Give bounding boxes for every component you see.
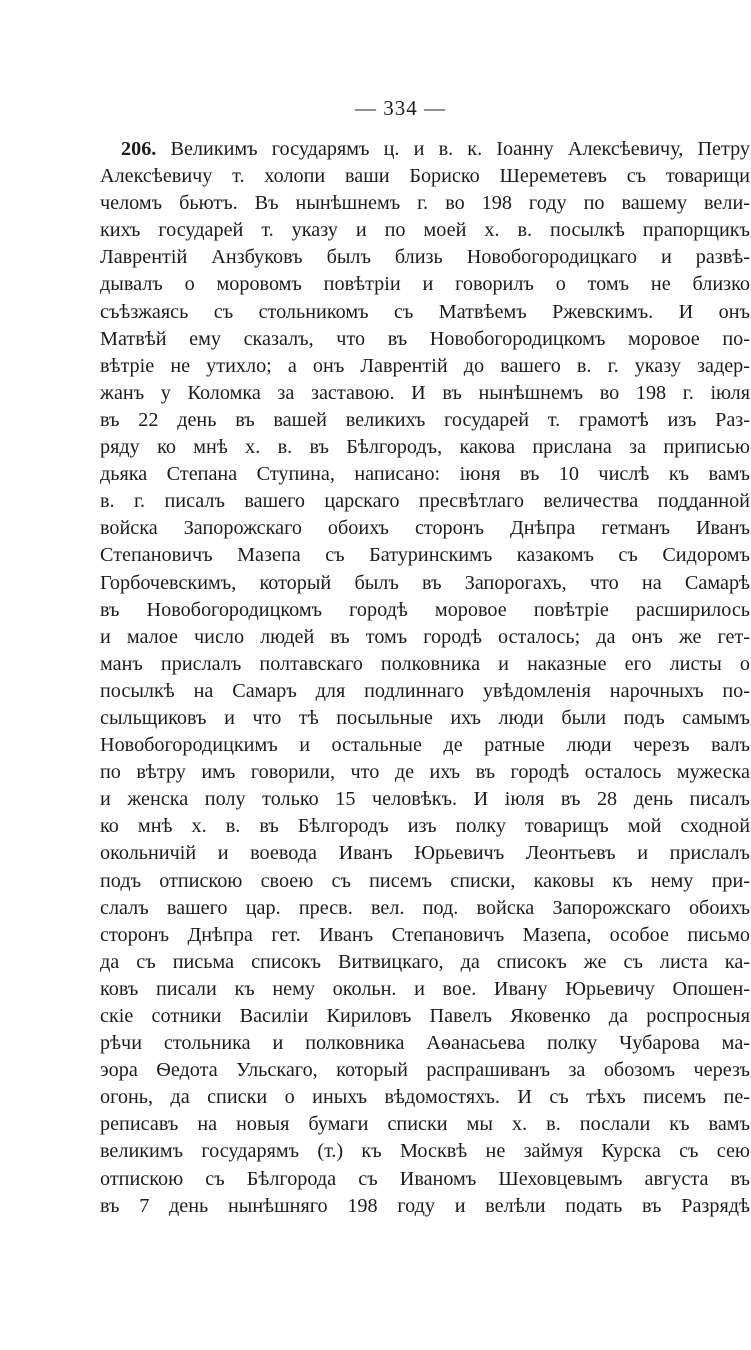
text-line: дывалъ о моровомъ повѣтріи и говорилъ о томъ не близко (100, 273, 750, 296)
text-line: и женска полу только 15 человѣкъ. И іюля въ 28 день писалъ (100, 788, 750, 811)
text-line (100, 136, 750, 163)
text-line: Матвѣй ему сказалъ, что въ Новобогородицкомъ моровое по- (100, 327, 750, 350)
text-line: вѣтріе не утихло; а онъ Лаврентій до вашего в. г. указу задер- (100, 354, 750, 377)
text-line: огонь, да списки о иныхъ вѣдомостяхъ. И съ тѣхъ писемъ пе- (100, 1086, 750, 1109)
text-line: эора Ѳедота Ульскаго, который распрашиванъ за обозомъ черезъ (100, 1059, 750, 1082)
text-line: Степановичъ Мазепа съ Батуринскимъ казакомъ съ Сидоромъ (100, 544, 750, 567)
text-line: жанъ у Коломка за заставою. И въ нынѣшнемъ во 198 г. іюля (100, 381, 750, 404)
text-line: окольничій и воевода Иванъ Юрьевичъ Леонтьевъ и прислалъ (100, 842, 750, 865)
text-line: войска Запорожскаго обоихъ сторонъ Днѣпра гетманъ Иванъ (100, 517, 750, 540)
entry-number: 206. (121, 138, 157, 160)
text-line: отпискою съ Бѣлгорода съ Иваномъ Шеховцевымъ августа въ (100, 1167, 750, 1190)
text-line: скіе сотники Василіи Кириловъ Павелъ Яковенко да роспросныя (100, 1005, 750, 1027)
text-line: подъ отпискою своею съ писемъ списки, каковы къ нему при- (100, 869, 750, 892)
text-line: Горбочевскимъ, который былъ въ Запорогахъ, что на Самарѣ (100, 571, 750, 594)
text-line: кихъ государей т. указу и по моей х. в. посылкѣ прапорщикъ (100, 219, 750, 242)
text-line: в. г. писалъ вашего царскаго пресвѣтлаго величества подданной (100, 490, 750, 513)
first-line-text: Великимъ государямъ ц. и в. к. Іоанну Алексѣевичу, Петру (170, 138, 751, 160)
page-number: — 334 — (355, 96, 446, 120)
text-line: манъ прислалъ полтавскаго полковника и наказные его листы о (100, 652, 750, 675)
text-line: слалъ вашего цар. пресв. вел. под. войска Запорожскаго обоихъ (100, 896, 750, 919)
text-line: дьяка Степана Ступина, написано: іюня въ 10 числѣ къ вамъ (100, 463, 750, 486)
text-line: посылкѣ на Самаръ для подлиннаго увѣдомленія нарочныхъ по- (100, 679, 750, 702)
text-line: ряду ко мнѣ х. в. въ Бѣлгородъ, какова прислана за приписью (100, 436, 750, 459)
text-line: сыльщиковъ и что тѣ посыльные ихъ люди были подъ самымъ (100, 706, 750, 729)
text-line: и малое число людей въ томъ городѣ осталось; да онъ же гет- (100, 625, 750, 648)
text-line: сторонъ Днѣпра гет. Иванъ Степановичъ Мазепа, особое письмо (100, 923, 750, 946)
text-line: челомъ бьютъ. Въ нынѣшнемъ г. во 198 году по вашему вели- (100, 192, 750, 215)
text-line: Новобогородицкимъ и остальные де ратные люди черезъ валъ (100, 734, 750, 757)
text-line: великимъ государямъ (т.) къ Москвѣ не займуя Курска съ сею (100, 1140, 750, 1163)
body-text (100, 136, 750, 1220)
text-line: рѣчи стольника и полковника Аѳанасьева полку Чубарова ма- (100, 1032, 750, 1055)
text-line: съѣзжаясь съ стольникомъ съ Матвѣемъ Ржевскимъ. И онъ (100, 300, 750, 323)
text-line: въ Новобогородицкомъ городѣ моровое повѣтріе расширилось (100, 598, 750, 621)
text-line: да съ письма списокъ Витвицкаго, да списокъ же съ листа ка- (100, 950, 750, 973)
text-line: ковъ писали къ нему окольн. и вое. Ивану Юрьевичу Опошен- (100, 977, 750, 1000)
text-line: по вѣтру имъ говорили, что де ихъ въ городѣ осталось мужеска (100, 761, 750, 784)
text-line: въ 22 день въ вашей великихъ государей т. грамотѣ изъ Раз- (100, 408, 750, 431)
text-line: Алексѣевичу т. холопи ваши Бориско Шереметевъ съ товарищи (100, 165, 750, 188)
text-line: въ 7 день нынѣшняго 198 году и велѣли подать въ Разрядѣ (100, 1194, 750, 1217)
text-line: ко мнѣ х. в. въ Бѣлгородъ изъ полку товарищъ мой сходной (100, 815, 750, 838)
text-line: реписавъ на новыя бумаги списки мы х. в. послали къ вамъ (100, 1113, 750, 1136)
text-line: Лаврентій Анзбуковъ былъ близь Новобогородицкаго и развѣ- (100, 246, 750, 269)
